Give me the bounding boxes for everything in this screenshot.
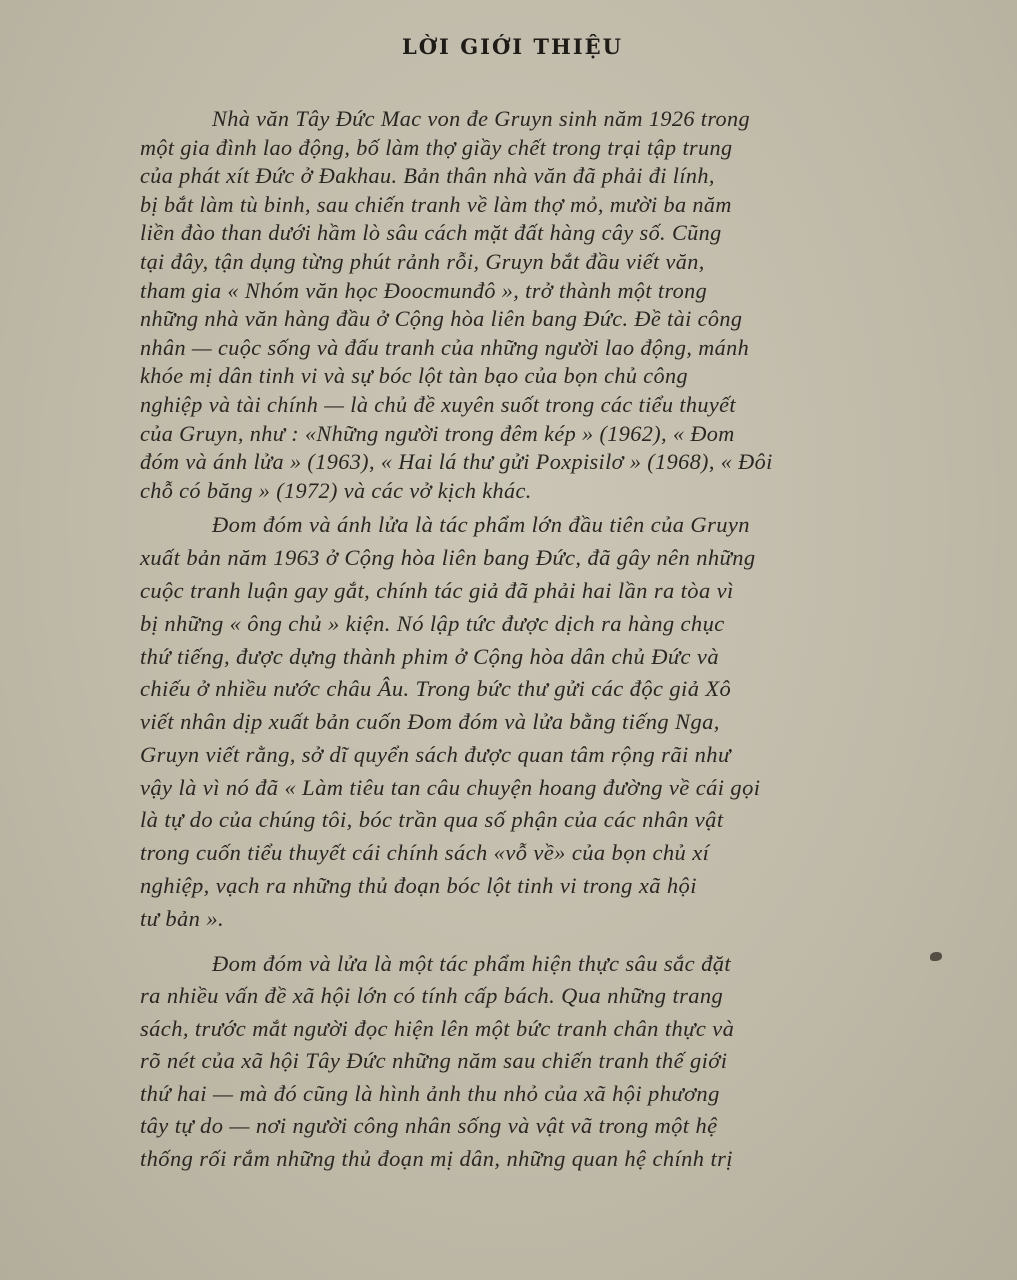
text-line: liền đào than dưới hầm lò sâu cách mặt đất hàng cây số. Cũng — [140, 220, 722, 246]
text-line: đóm và ánh lửa » (1963), « Hai lá thư gửi Poxpisilơ » (1968), « Đôi — [140, 449, 773, 475]
text-line: chỗ có băng » (1972) và các vở kịch khác. — [140, 477, 532, 503]
text-line: của Gruyn, như : «Những người trong đêm kép » (1962), « Đom — [140, 420, 735, 446]
text-line: tham gia « Nhóm văn học Đoocmunđô », trở thành một trong — [140, 277, 708, 303]
text-line: những nhà văn hàng đầu ở Cộng hòa liên bang Đức. Đề tài công — [140, 306, 743, 332]
text-line: xuất bản năm 1963 ở Cộng hòa liên bang Đức, đã gây nên những — [140, 545, 756, 571]
paragraph-2 — [140, 509, 973, 935]
text-line: là tự do của chúng tôi, bóc trần qua số phận của các nhân vật — [140, 807, 724, 833]
text-line: chiếu ở nhiều nước châu Âu. Trong bức thư gửi các độc giả Xô — [140, 676, 732, 702]
text-line: Đom đóm và ánh lửa là tác phẩm lớn đầu tiên của Gruyn — [212, 512, 750, 538]
paragraph-1 — [140, 105, 973, 505]
text-line: rõ nét của xã hội Tây Đức những năm sau chiến tranh thế giới — [140, 1048, 728, 1074]
paragraph-3 — [140, 948, 973, 1176]
text-line: bị bắt làm tù binh, sau chiến tranh về làm thợ mỏ, mười ba năm — [140, 191, 732, 217]
text-line: tư bản ». — [140, 905, 224, 931]
text-line: trong cuốn tiểu thuyết cái chính sách «vỗ về» của bọn chủ xí — [140, 840, 710, 866]
text-line: nghiệp, vạch ra những thủ đoạn bóc lột tinh vi trong xã hội — [140, 873, 697, 899]
text-line: bị những « ông chủ » kiện. Nó lập tức được dịch ra hàng chục — [140, 610, 725, 636]
text-line: viết nhân dịp xuất bản cuốn Đom đóm và lửa bằng tiếng Nga, — [140, 709, 720, 735]
text-line: tây tự do — nơi người công nhân sống và vật vã trong một hệ — [140, 1113, 718, 1139]
text-line: của phát xít Đức ở Đakhau. Bản thân nhà văn đã phải đi lính, — [140, 163, 715, 189]
text-line: sách, trước mắt người đọc hiện lên một bức tranh chân thực và — [140, 1015, 735, 1041]
page-title: LỜI GIỚI THIỆU — [402, 34, 623, 59]
text-line: nghiệp và tài chính — là chủ đề xuyên suốt trong các tiểu thuyết — [140, 391, 736, 417]
text-line: thứ hai — mà đó cũng là hình ảnh thu nhỏ của xã hội phương — [140, 1080, 720, 1106]
text-line: Nhà văn Tây Đức Mac von đe Gruyn sinh năm 1926 trong — [212, 106, 751, 131]
ink-blot — [930, 952, 942, 961]
text-line: một gia đình lao động, bố làm thợ giầy chết trong trại tập trung — [140, 134, 733, 160]
text-line: Đom đóm và lửa là một tác phẩm hiện thực sâu sắc đặt — [212, 950, 732, 976]
text-line: vậy là vì nó đã « Làm tiêu tan câu chuyện hoang đường về cái gọi — [140, 774, 761, 800]
text-line: tại đây, tận dụng từng phút rảnh rỗi, Gruyn bắt đầu viết văn, — [140, 248, 705, 274]
text-line: thống rối rắm những thủ đoạn mị dân, những quan hệ chính trị — [140, 1145, 733, 1171]
text-line: ra nhiều vấn đề xã hội lớn có tính cấp bách. Qua những trang — [140, 983, 724, 1009]
text-line: nhân — cuộc sống và đấu tranh của những người lao động, mánh — [140, 334, 750, 360]
text-line: Gruyn viết rằng, sở dĩ quyển sách được quan tâm rộng rãi như — [140, 741, 731, 767]
text-line: cuộc tranh luận gay gắt, chính tác giả đã phải hai lần ra tòa vì — [140, 577, 734, 603]
text-line: khóe mị dân tinh vi và sự bóc lột tàn bạo của bọn chủ công — [140, 363, 688, 389]
text-line: thứ tiếng, được dựng thành phim ở Cộng hòa dân chủ Đức và — [140, 643, 719, 669]
